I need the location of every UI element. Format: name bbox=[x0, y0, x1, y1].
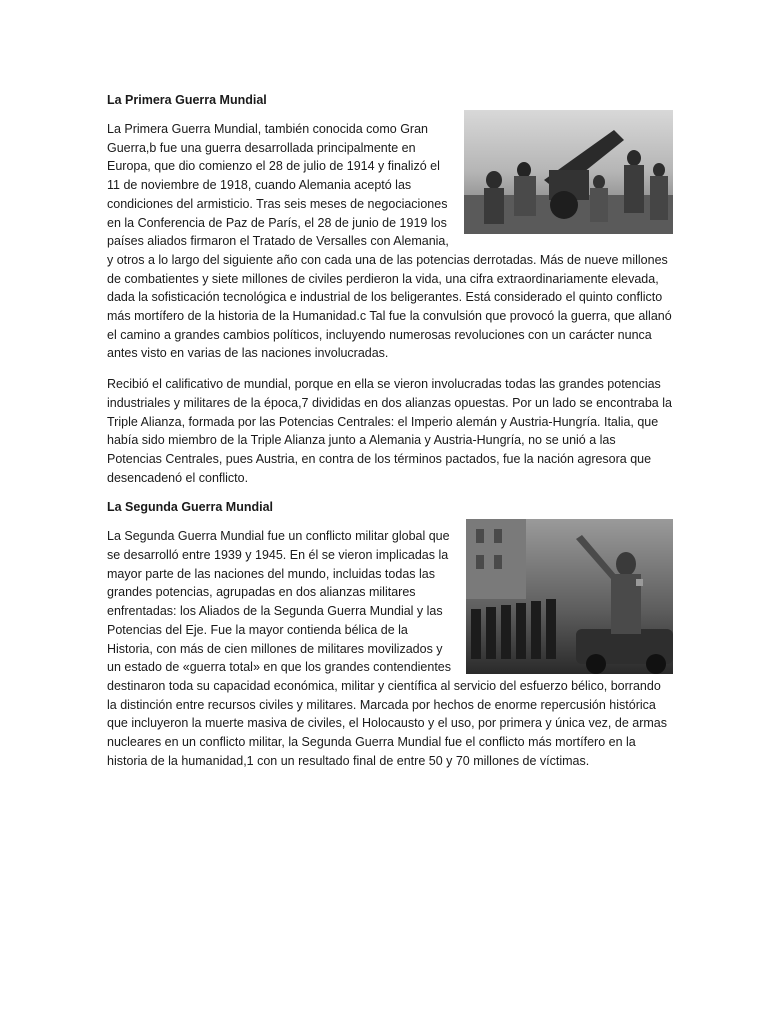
wwi-artillery-photo bbox=[464, 110, 673, 234]
paragraph-primera-2: Recibió el calificativo de mundial, porque en ella se vieron involucradas todas las grandes potencias industriales y militares de la época,7 divididas en dos alianzas opuestas. Por un lado se encontraba la Triple Alianza, formada por las Potencias Centrales: el Imperio alemán y Austria-Hungría. Italia, que había sido miembro de la Triple Alianza junto a Alemania y Austria-Hungría, no se unió a las Potencias Centrales, pues Austria, en contra de los términos pactados, fue la nación agresora que desencadenó el conflicto. bbox=[107, 377, 672, 485]
wwii-parade-photo bbox=[466, 519, 673, 674]
section-title-segunda-guerra: La Segunda Guerra Mundial bbox=[107, 500, 273, 515]
paragraph-segunda-1: La Segunda Guerra Mundial fue un conflicto militar global que se desarrolló entre 1939 y 1945. En él se vieron implicadas la mayor parte de las naciones del mundo, incluidas todas las grandes potencias, agrupadas en dos alianzas militares enfrentadas: los Aliados de la Segunda Guerra Mundial y las Potencias del Eje. Fue la mayor contienda bélica de la Historia, con más de cien millones de militares movilizados y un estado de «guerra total» en que los grandes contendientes destinaron toda su capacidad económica, militar y científica al servicio del esfuerzo bélico, borrando la distinción entre recursos civiles y militares. Marcada por hechos de enorme repercusión histórica que incluyeron la muerte masiva de civiles, el Holocausto y el uso, por primera y única vez, de armas nucleares en un conflicto militar, la Segunda Guerra Mundial fue el conflicto más mortífero en la historia de la humanidad,1 con un resultado final de entre 50 y 70 millones de víctimas. bbox=[107, 529, 667, 768]
section-title-primera-guerra: La Primera Guerra Mundial bbox=[107, 93, 267, 107]
document-page bbox=[107, 92, 673, 783]
artillery-photo-icon bbox=[464, 110, 673, 234]
paragraph-primera-1: La Primera Guerra Mundial, también conocida como Gran Guerra,b fue una guerra desarrollada principalmente en Europa, que dio comienzo el 28 de julio de 1914 y finalizó el 11 de noviembre de 1918, cuando Alemania aceptó las condiciones del armisticio. Tras seis meses de negociaciones en la Conferencia de Paz de París, el 28 de junio de 1919 los países aliados firmaron el Tratado de Versalles con Alemania, y otros a lo largo del siguiente año con cada una de las potencias derrotadas. Más de nueve millones de combatientes y siete millones de civiles perdieron la vida, una cifra extraordinariamente elevada, dada la sofisticación tecnológica e industrial de los beligerantes. Está considerado el quinto conflicto más mortífero de la historia de la Humanidad.c Tal fue la convulsión que provocó la guerra, que allanó el camino a grandes cambios políticos, incluyendo numerosas revoluciones con un carácter nunca antes visto en varias de las naciones involucradas. bbox=[107, 122, 672, 361]
parade-photo-icon bbox=[466, 519, 673, 674]
